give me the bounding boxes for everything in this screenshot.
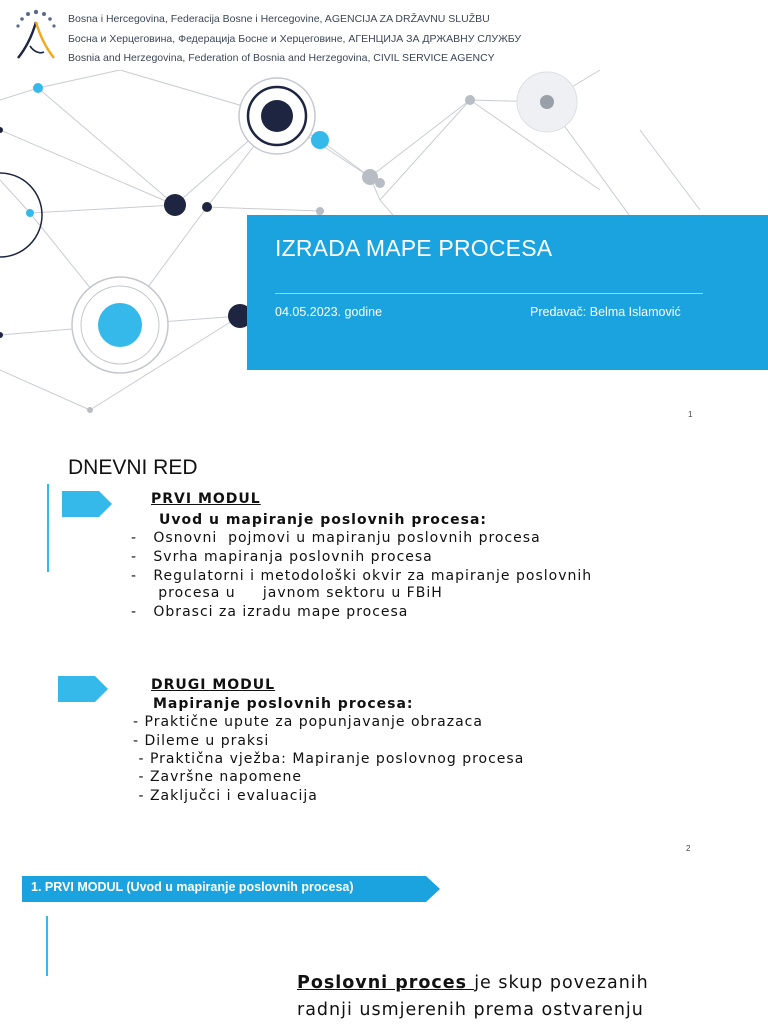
list-item: - Praktične upute za popunjavanje obrazaca xyxy=(133,714,483,730)
page-number: 1 xyxy=(688,410,693,419)
list-item: - Regulatorni i metodološki okvir za mapiranje poslovnih xyxy=(131,568,593,584)
slide-agenda xyxy=(0,432,768,864)
list-item: - Zaključci i evaluacija xyxy=(133,788,318,804)
lecturer: Predavač: Belma Islamović xyxy=(530,305,681,319)
definition-term: Poslovni proces xyxy=(297,973,475,993)
module2-subtitle: Mapiranje poslovnih procesa: xyxy=(153,696,414,712)
module1-arrow-icon xyxy=(62,491,112,517)
list-item: - Praktična vježba: Mapiranje poslovnog procesa xyxy=(133,751,525,767)
page-number: 2 xyxy=(686,844,691,853)
list-item: procesa u javnom sektoru u FBiH xyxy=(131,585,443,601)
agency-name-english: Bosnia and Herzegovina, Federation of Bosnia and Herzegovina, CIVIL SERVICE AGENCY xyxy=(68,52,495,64)
title-box xyxy=(247,215,768,370)
module2-arrow-icon xyxy=(58,676,108,702)
list-item: - Osnovni pojmovi u mapiranju poslovnih procesa xyxy=(131,530,541,546)
list-item: - Obrasci za izradu mape procesa xyxy=(131,604,409,620)
module2-title: DRUGI MODUL xyxy=(151,677,276,693)
list-item: - Svrha mapiranja poslovnih procesa xyxy=(131,549,433,565)
definition-rest: je skup povezanih xyxy=(474,973,649,993)
agenda-heading: DNEVNI RED xyxy=(68,456,198,479)
list-item: - Dileme u praksi xyxy=(133,733,270,749)
section-banner-label: 1. PRVI MODUL (Uvod u mapiranje poslovnih procesa) xyxy=(31,880,354,894)
slide-title xyxy=(0,0,768,432)
slide-module1 xyxy=(0,864,768,1024)
accent-bar xyxy=(46,916,48,976)
title-divider xyxy=(275,293,703,294)
module1-title: PRVI MODUL xyxy=(151,491,261,507)
agency-name-cyrillic: Босна и Херцеговина, Федерација Босне и Херцеговине, АГЕНЦИЈА ЗА ДРЖАВНУ СЛУЖБУ xyxy=(68,33,522,45)
list-item: - Završne napomene xyxy=(133,769,303,785)
presentation-date: 04.05.2023. godine xyxy=(275,305,383,319)
definition-text xyxy=(297,970,649,1024)
module1-subtitle: Uvod u mapiranje poslovnih procesa: xyxy=(159,512,488,528)
presentation-title: IZRADA MAPE PROCESA xyxy=(275,235,553,261)
accent-bar xyxy=(47,484,49,572)
definition-line2: radnji usmjerenih prema ostvarenju xyxy=(297,1000,644,1020)
agency-name-latin: Bosna i Hercegovina, Federacija Bosne i Hercegovine, AGENCIJA ZA DRŽAVNU SLUŽBU xyxy=(68,13,490,25)
agency-logo xyxy=(10,8,62,64)
